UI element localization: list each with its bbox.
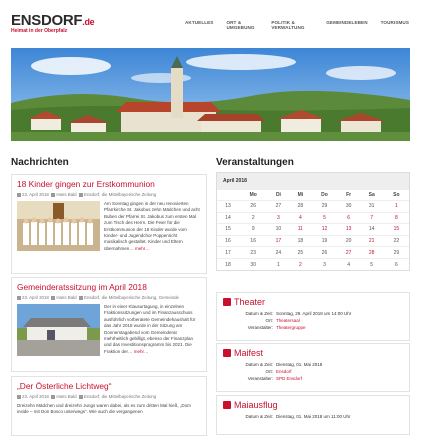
calendar-weekday-header: Di bbox=[267, 190, 289, 201]
event-organizer-label: Veranstalter: bbox=[247, 325, 273, 330]
event-date-label: Datum & Zeit: bbox=[245, 414, 273, 419]
event-place-label: Ort: bbox=[265, 369, 273, 374]
calendar-day[interactable]: 7 bbox=[360, 212, 384, 224]
nav-item-politik[interactable]: POLITIK & VERWALTUNG bbox=[271, 20, 305, 30]
event-organizer-label: Veranstalter: bbox=[247, 376, 273, 381]
calendar-day: 10 bbox=[267, 224, 289, 236]
event-title[interactable]: Theater bbox=[223, 297, 403, 307]
news-meta: 23. April 2018 Hans Bald Ensdorf, die Mittelbayerische Zeitung bbox=[17, 394, 201, 399]
calendar-day: 28 bbox=[289, 201, 311, 213]
calendar-day: 4 bbox=[338, 258, 360, 270]
calendar-day[interactable]: 5 bbox=[311, 212, 337, 224]
news-thumbnail[interactable] bbox=[17, 304, 100, 358]
calendar-day: 19 bbox=[311, 235, 337, 247]
read-more-link[interactable]: mehr… bbox=[135, 245, 150, 251]
calendar-weekday-header: Fr bbox=[338, 190, 360, 201]
calendar-day: 2 bbox=[239, 212, 268, 224]
event-title[interactable]: Maifest bbox=[223, 348, 403, 358]
hero-banner-image bbox=[11, 48, 410, 141]
calendar-day: 29 bbox=[384, 247, 409, 259]
calendar-day[interactable]: 11 bbox=[289, 224, 311, 236]
calendar-day: 30 bbox=[338, 201, 360, 213]
calendar-day: 16 bbox=[239, 235, 268, 247]
calendar-weekday-header: So bbox=[384, 190, 409, 201]
calendar-day: 26 bbox=[239, 201, 268, 213]
news-thumbnail[interactable] bbox=[17, 201, 100, 253]
calendar-day[interactable]: 15 bbox=[384, 224, 409, 236]
calendar-day: 24 bbox=[267, 247, 289, 259]
calendar-day: 22 bbox=[384, 235, 409, 247]
read-more-link[interactable]: mehr… bbox=[133, 348, 149, 354]
event-item bbox=[216, 395, 410, 435]
calendar-week-number: 13 bbox=[217, 201, 239, 213]
calendar-day[interactable]: 21 bbox=[360, 235, 384, 247]
user-icon bbox=[51, 193, 55, 197]
calendar-day: 9 bbox=[239, 224, 268, 236]
site-tagline: Heimat in der Oberpfalz bbox=[11, 28, 68, 34]
event-item bbox=[216, 343, 410, 392]
calendar-icon bbox=[223, 298, 231, 306]
news-section-title: Nachrichten bbox=[11, 157, 69, 168]
calendar-week-number: 18 bbox=[217, 258, 239, 270]
calendar-day[interactable]: 3 bbox=[267, 212, 289, 224]
news-meta: 23. April 2018 Hans Bald Ensdorf, die Mittelbayerische Zeitung, Gemeinde bbox=[17, 295, 201, 300]
calendar-day[interactable]: 4 bbox=[289, 212, 311, 224]
calendar-day: 1 bbox=[267, 258, 289, 270]
news-item: „Der Österliche Lichtweg“ 23. April 2018 Hans Bald Ensdorf, die Mittelbayerische Zeitung Dreizehn Mädchen und dreizehn Jungs waren dabei, als es zum dritten Mal hieß, „Dom inside – mit Don Bosco unterwegs“. Wie auch die vergangenen bbox=[11, 376, 207, 436]
calendar-month: April 2018 bbox=[217, 173, 409, 189]
folder-icon bbox=[79, 395, 83, 399]
calendar-day[interactable]: 1 bbox=[384, 201, 409, 213]
main-nav bbox=[185, 20, 422, 30]
event-item bbox=[216, 292, 410, 341]
site-header bbox=[0, 0, 422, 46]
events-section-title: Veranstaltungen bbox=[216, 157, 294, 168]
calendar-day: 30 bbox=[239, 258, 268, 270]
calendar-day[interactable]: 28 bbox=[360, 247, 384, 259]
calendar-icon bbox=[17, 193, 21, 197]
calendar-week-number: 14 bbox=[217, 212, 239, 224]
calendar-day[interactable]: 2 bbox=[289, 258, 311, 270]
calendar-day: 5 bbox=[360, 258, 384, 270]
user-icon bbox=[51, 395, 55, 399]
calendar-day: 25 bbox=[289, 247, 311, 259]
user-icon bbox=[51, 296, 55, 300]
event-organizer-link[interactable]: SPD Ensdorf bbox=[276, 376, 303, 381]
event-date: Dienstag, 01. Mai 2018 um 11:00 Uhr bbox=[276, 414, 351, 419]
calendar-day: 23 bbox=[239, 247, 268, 259]
calendar-day[interactable]: 12 bbox=[311, 224, 337, 236]
calendar-day[interactable]: 8 bbox=[384, 212, 409, 224]
nav-item-tourismus[interactable]: TOURISMUS bbox=[380, 20, 409, 25]
folder-icon bbox=[79, 296, 83, 300]
calendar-icon bbox=[223, 349, 231, 357]
calendar-icon bbox=[17, 395, 21, 399]
event-place-label: Ort: bbox=[265, 318, 273, 323]
event-title[interactable]: Maiausflug bbox=[223, 400, 403, 410]
calendar-day: 6 bbox=[384, 258, 409, 270]
event-date: Sonntag, 29. April 2018 um 14:00 Uhr bbox=[276, 311, 352, 316]
event-calendar bbox=[216, 172, 410, 271]
calendar-weekday-header: Mo bbox=[239, 190, 268, 201]
folder-icon bbox=[79, 193, 83, 197]
nav-item-ort[interactable]: ORT & UMGEBUNG bbox=[226, 20, 255, 30]
event-date-label: Datum & Zeit: bbox=[245, 362, 273, 367]
calendar-icon bbox=[17, 296, 21, 300]
calendar-weekday-header: Sa bbox=[360, 190, 384, 201]
event-date-label: Datum & Zeit: bbox=[245, 311, 273, 316]
calendar-day[interactable]: 27 bbox=[338, 247, 360, 259]
calendar-week-number: 15 bbox=[217, 224, 239, 236]
site-logo[interactable]: ENSDORF.de bbox=[11, 12, 95, 29]
calendar-weekday-header bbox=[217, 190, 239, 201]
calendar-day: 31 bbox=[360, 201, 384, 213]
event-organizer-link[interactable]: Theatergruppe bbox=[276, 325, 306, 330]
calendar-week-number: 17 bbox=[217, 247, 239, 259]
news-item: Gemeinderatssitzung im April 2018 23. April 2018 Hans Bald Ensdorf, die Mittelbayerische Zeitung, Gemeinde Der in einer Klausurtagung, in einzelnen Fraktionssitzungen und im Finanzausschuss ausführlich vorberatete Gemeindehaushalt für das Jahr 2018 wurde in der Sitzung am Donnerstagabend vom Gemeinderat mehrheitlich gebilligt, ebenso der Finanzplan und das Investitionsprogramm bis 2021. Die Fraktion der… mehr… bbox=[11, 277, 207, 372]
nav-item-gemeindeleben[interactable]: GEMEINDELEBEN bbox=[326, 20, 368, 25]
news-headline[interactable]: „Der Österliche Lichtweg“ bbox=[17, 381, 112, 391]
event-place-link[interactable]: Ensdorf bbox=[276, 369, 292, 374]
news-headline[interactable]: Gemeinderatssitzung im April 2018 bbox=[17, 282, 147, 292]
calendar-day: 14 bbox=[360, 224, 384, 236]
calendar-day[interactable]: 6 bbox=[338, 212, 360, 224]
calendar-icon bbox=[223, 401, 231, 409]
calendar-day: 27 bbox=[267, 201, 289, 213]
calendar-day: 20 bbox=[338, 235, 360, 247]
news-item: 18 Kinder gingen zur Erstkommunion 23. April 2018 Hans Bald Ensdorf, die Mittelbayerische Zeitung Am Sonntag gingen in der neu renovierten Pfarrkirche St. Jakobus zehn Mädchen und acht Buben der Pfarrei St. Jakobus zum ersten Mal zum Tisch des Herrn. Die Feier für die Erstkommunion der 18 Kinder wurde vom Kinder- und Jugendchor Poppenricht musikalisch gestaltet. Kinder und Eltern übernahmen… mehr… bbox=[11, 174, 207, 274]
news-headline[interactable]: 18 Kinder gingen zur Erstkommunion bbox=[17, 179, 155, 189]
calendar-week-number: 16 bbox=[217, 235, 239, 247]
event-place-link[interactable]: Theatersaal bbox=[276, 318, 300, 323]
calendar-weekday-header: Mi bbox=[289, 190, 311, 201]
calendar-day: 3 bbox=[311, 258, 337, 270]
calendar-day[interactable]: 17 bbox=[267, 235, 289, 247]
calendar-day: 29 bbox=[311, 201, 337, 213]
nav-item-aktuelles[interactable]: AKTUELLES bbox=[185, 20, 214, 25]
calendar-day: 18 bbox=[289, 235, 311, 247]
calendar-weekday-header: Do bbox=[311, 190, 337, 201]
calendar-grid bbox=[217, 189, 409, 270]
event-date: Dienstag, 01. Mai 2018 bbox=[276, 362, 323, 367]
calendar-day: 26 bbox=[311, 247, 337, 259]
news-meta: 23. April 2018 Hans Bald Ensdorf, die Mittelbayerische Zeitung bbox=[17, 192, 201, 197]
calendar-day[interactable]: 13 bbox=[338, 224, 360, 236]
